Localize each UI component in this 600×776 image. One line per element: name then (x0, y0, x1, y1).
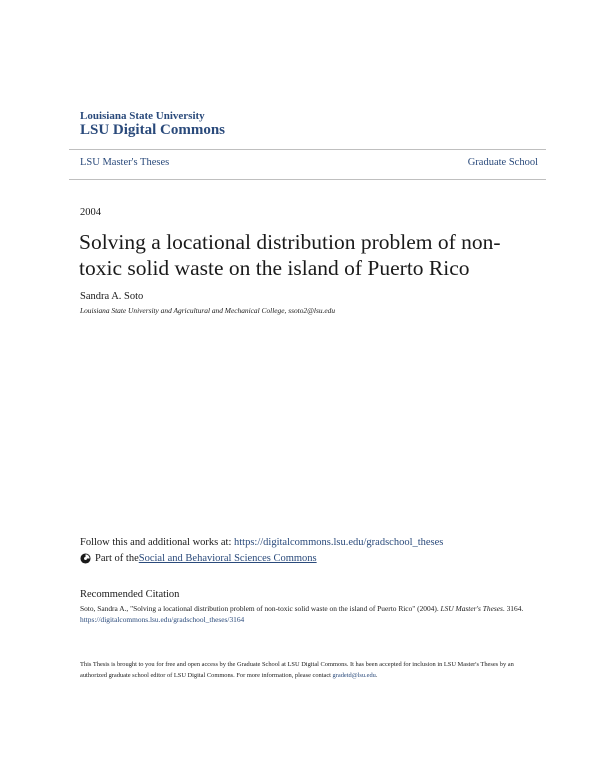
recommended-citation-heading: Recommended Citation (80, 589, 180, 600)
document-title: Solving a locational distribution problem of non-toxic solid waste on the island of Puerto Rico (79, 230, 501, 280)
author-name: Sandra A. Soto (80, 291, 144, 302)
citation-number: . 3164. (502, 604, 524, 613)
notice-end: . (375, 671, 378, 679)
citation-text: Soto, Sandra A., "Solving a locational distribution problem of non-toxic solid waste on the island of Puerto Rico" (2004). (80, 604, 441, 613)
author-affiliation: Louisiana State University and Agricultural and Mechanical College, ssoto2@lsu.edu (80, 306, 336, 315)
commons-link[interactable]: Social and Behavioral Sciences Commons (138, 553, 317, 564)
citation-url-link[interactable]: https://digitalcommons.lsu.edu/gradschool_theses/3164 (80, 615, 245, 624)
institution-name: Louisiana State University (80, 110, 205, 122)
follow-prefix: Follow this and additional works at: (80, 537, 234, 548)
part-of-line (80, 553, 317, 564)
nav-divider (69, 179, 546, 180)
citation-series: LSU Master's Theses (440, 604, 503, 613)
contact-email-link[interactable]: gradetd@lsu.edu (332, 671, 376, 679)
notice-text: This Thesis is brought to you for free and open access by the Graduate School at LSU Digital Commons. It has been accepted for inclusion in LSU Master's Theses by an authorized graduate school editor of LSU Digital Commons. For more information, please contact (80, 661, 514, 679)
top-divider (69, 149, 546, 150)
repository-name[interactable]: LSU Digital Commons (80, 122, 226, 138)
publication-year: 2004 (80, 207, 101, 218)
citation-block (80, 603, 525, 625)
follow-url-link[interactable]: https://digitalcommons.lsu.edu/gradschool_theses (234, 537, 444, 548)
graduate-school-link[interactable]: Graduate School (467, 157, 538, 168)
access-notice (80, 660, 525, 681)
part-of-prefix: Part of the (95, 553, 139, 564)
creative-commons-icon (80, 553, 91, 564)
follow-line (80, 537, 443, 548)
masters-theses-link[interactable]: LSU Master's Theses (80, 157, 170, 168)
